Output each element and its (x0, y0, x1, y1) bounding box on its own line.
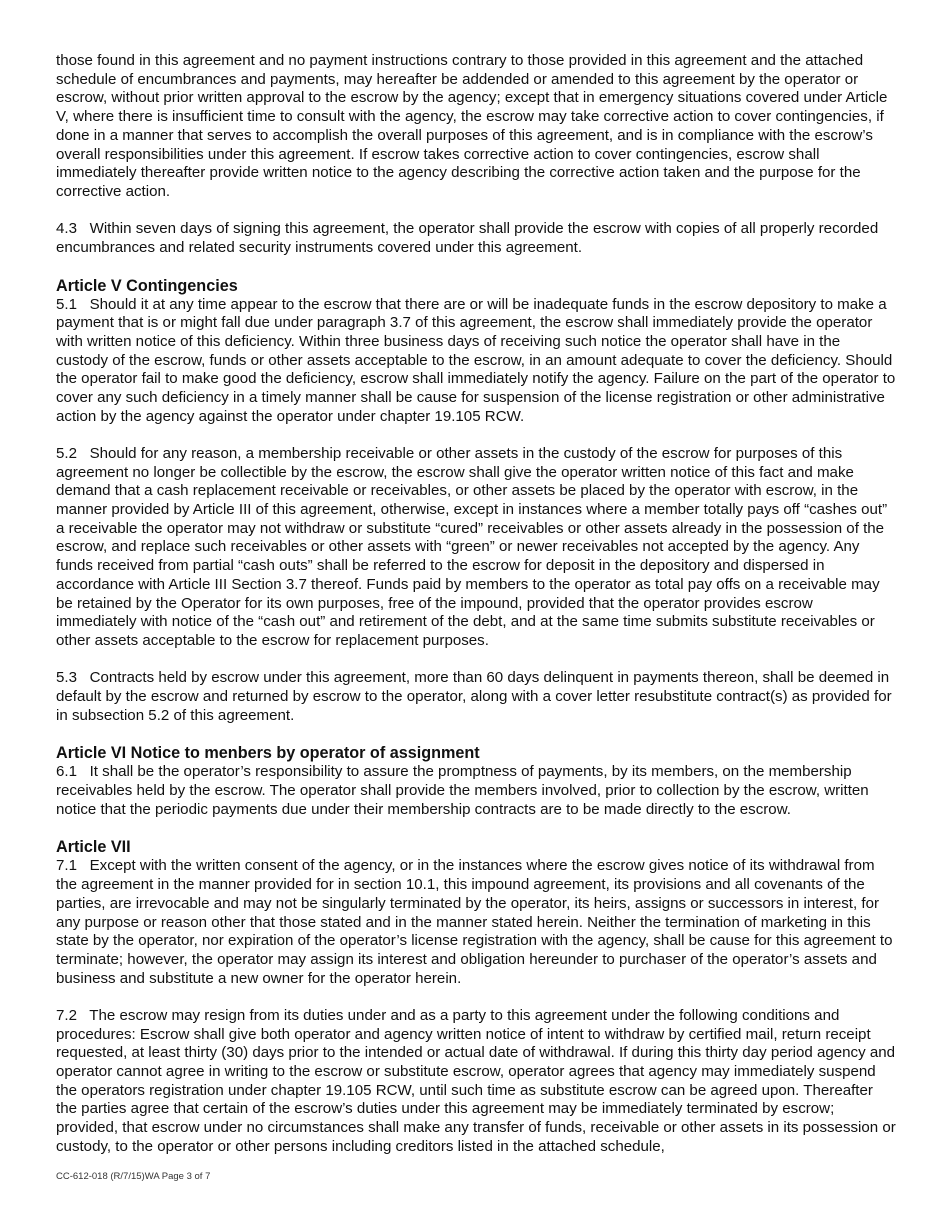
document-page (56, 52, 896, 1156)
section-text: Within seven days of signing this agreement, the operator shall provide the escrow with copies of all properly recorded encumbrances and related security instruments covered under this agreement. (56, 220, 879, 256)
page-footer: CC-612-018 (R/7/15)WA Page 3 of 7 (56, 1171, 211, 1182)
section-number: 5.2 (56, 444, 77, 462)
section-number: 7.2 (56, 1006, 77, 1024)
section-text: Should for any reason, a membership receivable or other assets in the custody of the escrow for purposes of this agreement no longer be collectible by the escrow, the escrow shall give the operator written notice of this fact and make demand that a cash replacement receivable or receivables, or other assets be placed by the operator with escrow, in the manner provided by Article III of this agreement, otherwise, except in instances where a member totally pays off “cashes out” a receivable the operator may not withdraw or substitute “cured” receivables or other assets already in the possession of the escrow, and replace such receivables or other assets with “green” or newer receivables not accepted by the agency. Any funds received from partial “cash outs” shall be referred to the escrow for deposit in the depository and dispersed in accordance with Article III Section 3.7 thereof. Funds paid by members to the operator as total pay offs on a receivable may be retained by the Operator for its own purposes, free of the impound, provided that the operator provides escrow immediately with notice of the “cash out” and retirement of the debt, and at the same time submits substitute receivables or other assets acceptable to the escrow for replacement purposes. (56, 444, 888, 649)
section-text: Should it at any time appear to the escrow that there are or will be inadequate funds in the escrow depository to make a payment that is or might fall due under paragraph 3.7 of this agreement, the escrow shall immediately provide the operator with written notice of this deficiency. Within three business days of receiving such notice the operator shall have in the custody of the escrow, funds or other assets acceptable to the escrow, in an amount adequate to cover the deficiency. Should the operator fail to make good the deficiency, escrow shall immediately notify the agency. Failure on the part of the operator to cover any such deficiency in a timely manner shall be cause for suspension of the license registration or other administrative action by the agency against the operator under chapter 19.105 RCW. (56, 295, 896, 425)
section-5-1 (56, 296, 896, 427)
section-number: 5.1 (56, 295, 77, 313)
section-5-3 (56, 669, 896, 725)
section-number: 7.1 (56, 857, 77, 875)
section-6-1 (56, 763, 896, 819)
section-7-1 (56, 857, 896, 988)
section-number: 4.3 (56, 220, 77, 238)
continued-paragraph: those found in this agreement and no payment instructions contrary to those provided in this agreement and the attached schedule of encumbrances and payments, may hereafter be addended or amended to this agreement by the operator or escrow, without prior written approval to the escrow by the agency; except that in emergency situations covered under Article V, where there is insufficient time to consult with the agency, the escrow may take corrective action to cover contingencies, if done in a manner that serves to accomplish the overall purposes of this agreement, and is in compliance with the escrow’s overall responsibilities under this agreement. If escrow takes corrective action to cover contingencies, escrow shall immediately thereafter provide written notice to the agency describing the corrective action taken and the purpose for the corrective action. (56, 52, 888, 200)
article-7-heading: Article VII (56, 838, 131, 857)
section-4-3 (56, 220, 896, 257)
section-number: 6.1 (56, 763, 77, 781)
section-5-2 (56, 445, 896, 651)
section-text: The escrow may resign from its duties under and as a party to this agreement under the following conditions and procedures: Escrow shall give both operator and agency written notice of intent to withdraw by certified mail, return receipt requested, at least thirty (30) days prior to the intended or actual date of withdrawal. If during this thirty day period agency and operator cannot agree in writing to the escrow or substitute escrow, operator agrees that agency may immediately suspend the operators registration under chapter 19.105 RCW, until such time as substitute escrow can be agreed upon. Thereafter the parties agree that certain of the escrow’s duties under this agreement may be immediately terminated by escrow; provided, that escrow under no circumstances shall make any transfer of funds, receivable or other assets in its possession or custody, to the operator or other persons including creditors listed in the attached schedule, (56, 1006, 896, 1155)
section-text: It shall be the operator’s responsibility to assure the promptness of payments, by its members, on the membership receivables held by the escrow. The operator shall provide the members involved, prior to collection by the escrow, written notice that the periodic payments due under their membership contracts are to be made directly to the escrow. (56, 763, 869, 818)
section-7-2 (56, 1007, 896, 1157)
section-number: 5.3 (56, 669, 77, 687)
section-text: Contracts held by escrow under this agreement, more than 60 days delinquent in payments thereon, shall be deemed in default by the escrow and returned by escrow to the operator, along with a cover letter resubstitute contract(s) as provided for in subsection 5.2 of this agreement. (56, 669, 892, 724)
article-5-heading: Article V Contingencies (56, 276, 238, 295)
section-text: Except with the written consent of the agency, or in the instances where the escrow gives notice of its withdrawal from the agreement in the manner provided for in section 10.1, this impound agreement, its provisions and all covenants of the parties, are irrevocable and may not be singularly terminated by the operator, its heirs, assigns or successors in interest, for any purpose or reason other that those stated and in the manner stated herein. Neither the termination of marketing in this state by the operator, nor expiration of the operator’s license registration with the agency, shall be cause for this agreement to terminate; however, the operator may assign its interest and obligation hereunder to purchaser of the operator’s assets and business and substitute a new owner for the operator herein. (56, 857, 893, 987)
article-6-heading: Article VI Notice to menbers by operator of assignment (56, 744, 480, 763)
